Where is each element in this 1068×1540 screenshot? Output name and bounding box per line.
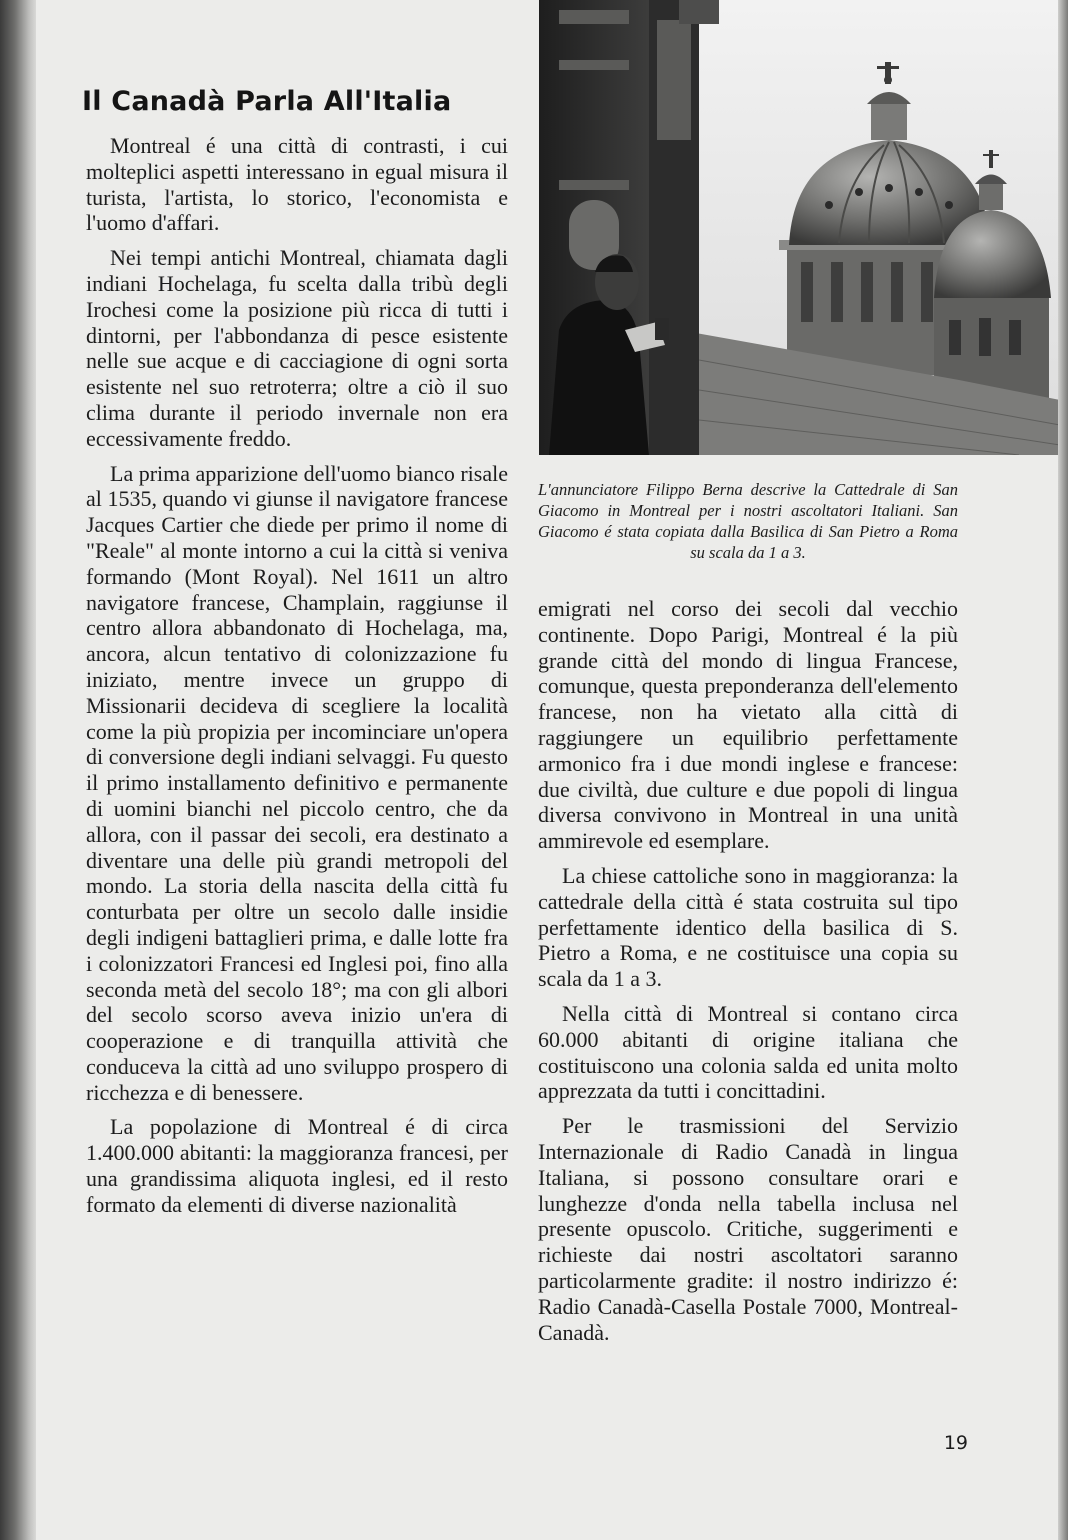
paragraph: Nei tempi antichi Montreal, chiamata dagli indiani Hochelaga, fu scelta dalla tribù degli Irochesi come la posizione più ricca di tutti i dintorni, per l'abbondanza di pesce esistente nelle sue acque e di cacciagione di ogni sorta esistente nel suo retroterra; oltre a ciò il suo clima durante il periodo invernale non era eccessivamente freddo. — [86, 245, 508, 451]
paragraph: Montreal é una città di contrasti, i cui molteplici aspetti interessano in egual misura il turista, l'artista, lo storico, l'economista e l'uomo d'affari. — [86, 133, 508, 236]
page-number: 19 — [943, 1432, 968, 1454]
paragraph: La popolazione di Montreal é di circa 1.400.000 abitanti: la maggioranza francesi, per una grandissima aliquota inglesi, ed il resto formato da elementi di diverse nazionalità — [86, 1114, 508, 1217]
paragraph: La chiese cattoliche sono in maggioranza: la cattedrale della città é stata costruita sul tipo perfettamente identico della basilica di S. Pietro a Roma, e ne costituisce una copia su scala da 1 a 3. — [538, 862, 958, 992]
left-column — [86, 133, 508, 1227]
book-spine-shadow — [0, 0, 36, 1540]
paragraph: Nella città di Montreal si contano circa 60.000 abitanti di origine italiana che costituiscono una colonia salda ed unita molto apprezzata da tutti i concittadini. — [538, 1000, 958, 1104]
cathedral-photo — [539, 0, 1060, 455]
photo-caption: L'annunciatore Filippo Berna descrive la Cattedrale di San Giacomo in Montreal per i nostri ascoltatori Italiani. San Giacomo é stata copiata dalla Basilica di San Pietro a Roma su scala da 1 a 3. — [538, 480, 958, 562]
right-column — [538, 596, 958, 1354]
paragraph: La prima apparizione dell'uomo bianco risale al 1535, quando vi giunse il navigatore francese Jacques Cartier che diede per primo il nome di "Reale" al monte intorno a cui la città si veniva formando (Mont Royal). Nel 1611 un altro navigatore francese, Champlain, raggiunse il centro allora abbandonato di Hochelaga, ma, ancora, alcun tentativo di colonizzazione fu iniziato, mentre invece un gruppo di Missionarii decideva di scegliere la località come la più propizia per incominciare un'opera di conversione degli indiani selvaggi. Fu questo il primo installamento definitivo e permanente di uomini bianchi nel piccolo centro, che da allora, con il passar dei secoli, era destinato a diventare una delle più grandi metropoli del mondo. La storia della nascita della città fu conturbata per oltre un secolo dalle insidie degli indigeni battaglieri prima, e dalle lotte fra i colonizzatori Francesi ed Inglesi poi, fino alla seconda metà del secolo 18°; ma con gli albori del secolo scorso aveva inizio un'era di cooperazione e di tranquilla attività che conduceva la città ad uno sviluppo prospero di ricchezza e di benessere. — [86, 460, 508, 1105]
article-title: Il Canadà Parla All'Italia — [82, 86, 452, 117]
paragraph: Per le trasmissioni del Servizio Internazionale di Radio Canadà in lingua Italiana, si possono consultare orari e lunghezze d'onda nella tabella inclusa nel presente opuscolo. Critiche, suggerimenti e richieste dai nostri ascoltatori saranno particolarmente gradite: il nostro indirizzo é: Radio Canadà-Casella Postale 7000, Montreal-Canadà. — [538, 1113, 958, 1345]
page-edge-shadow — [1058, 0, 1068, 1540]
paragraph: emigrati nel corso dei secoli dal vecchio continente. Dopo Parigi, Montreal é la più grande città del mondo di lingua Francese, comunque, questa preponderanza dell'elemento francese, non ha vietato alla città di raggiungere un equilibrio perfettamente armonico fra i due mondi inglese e francese: due civiltà, due culture e due popoli di lingua diversa convivono in Montreal in una unità ammirevole ed esemplare. — [538, 596, 958, 854]
